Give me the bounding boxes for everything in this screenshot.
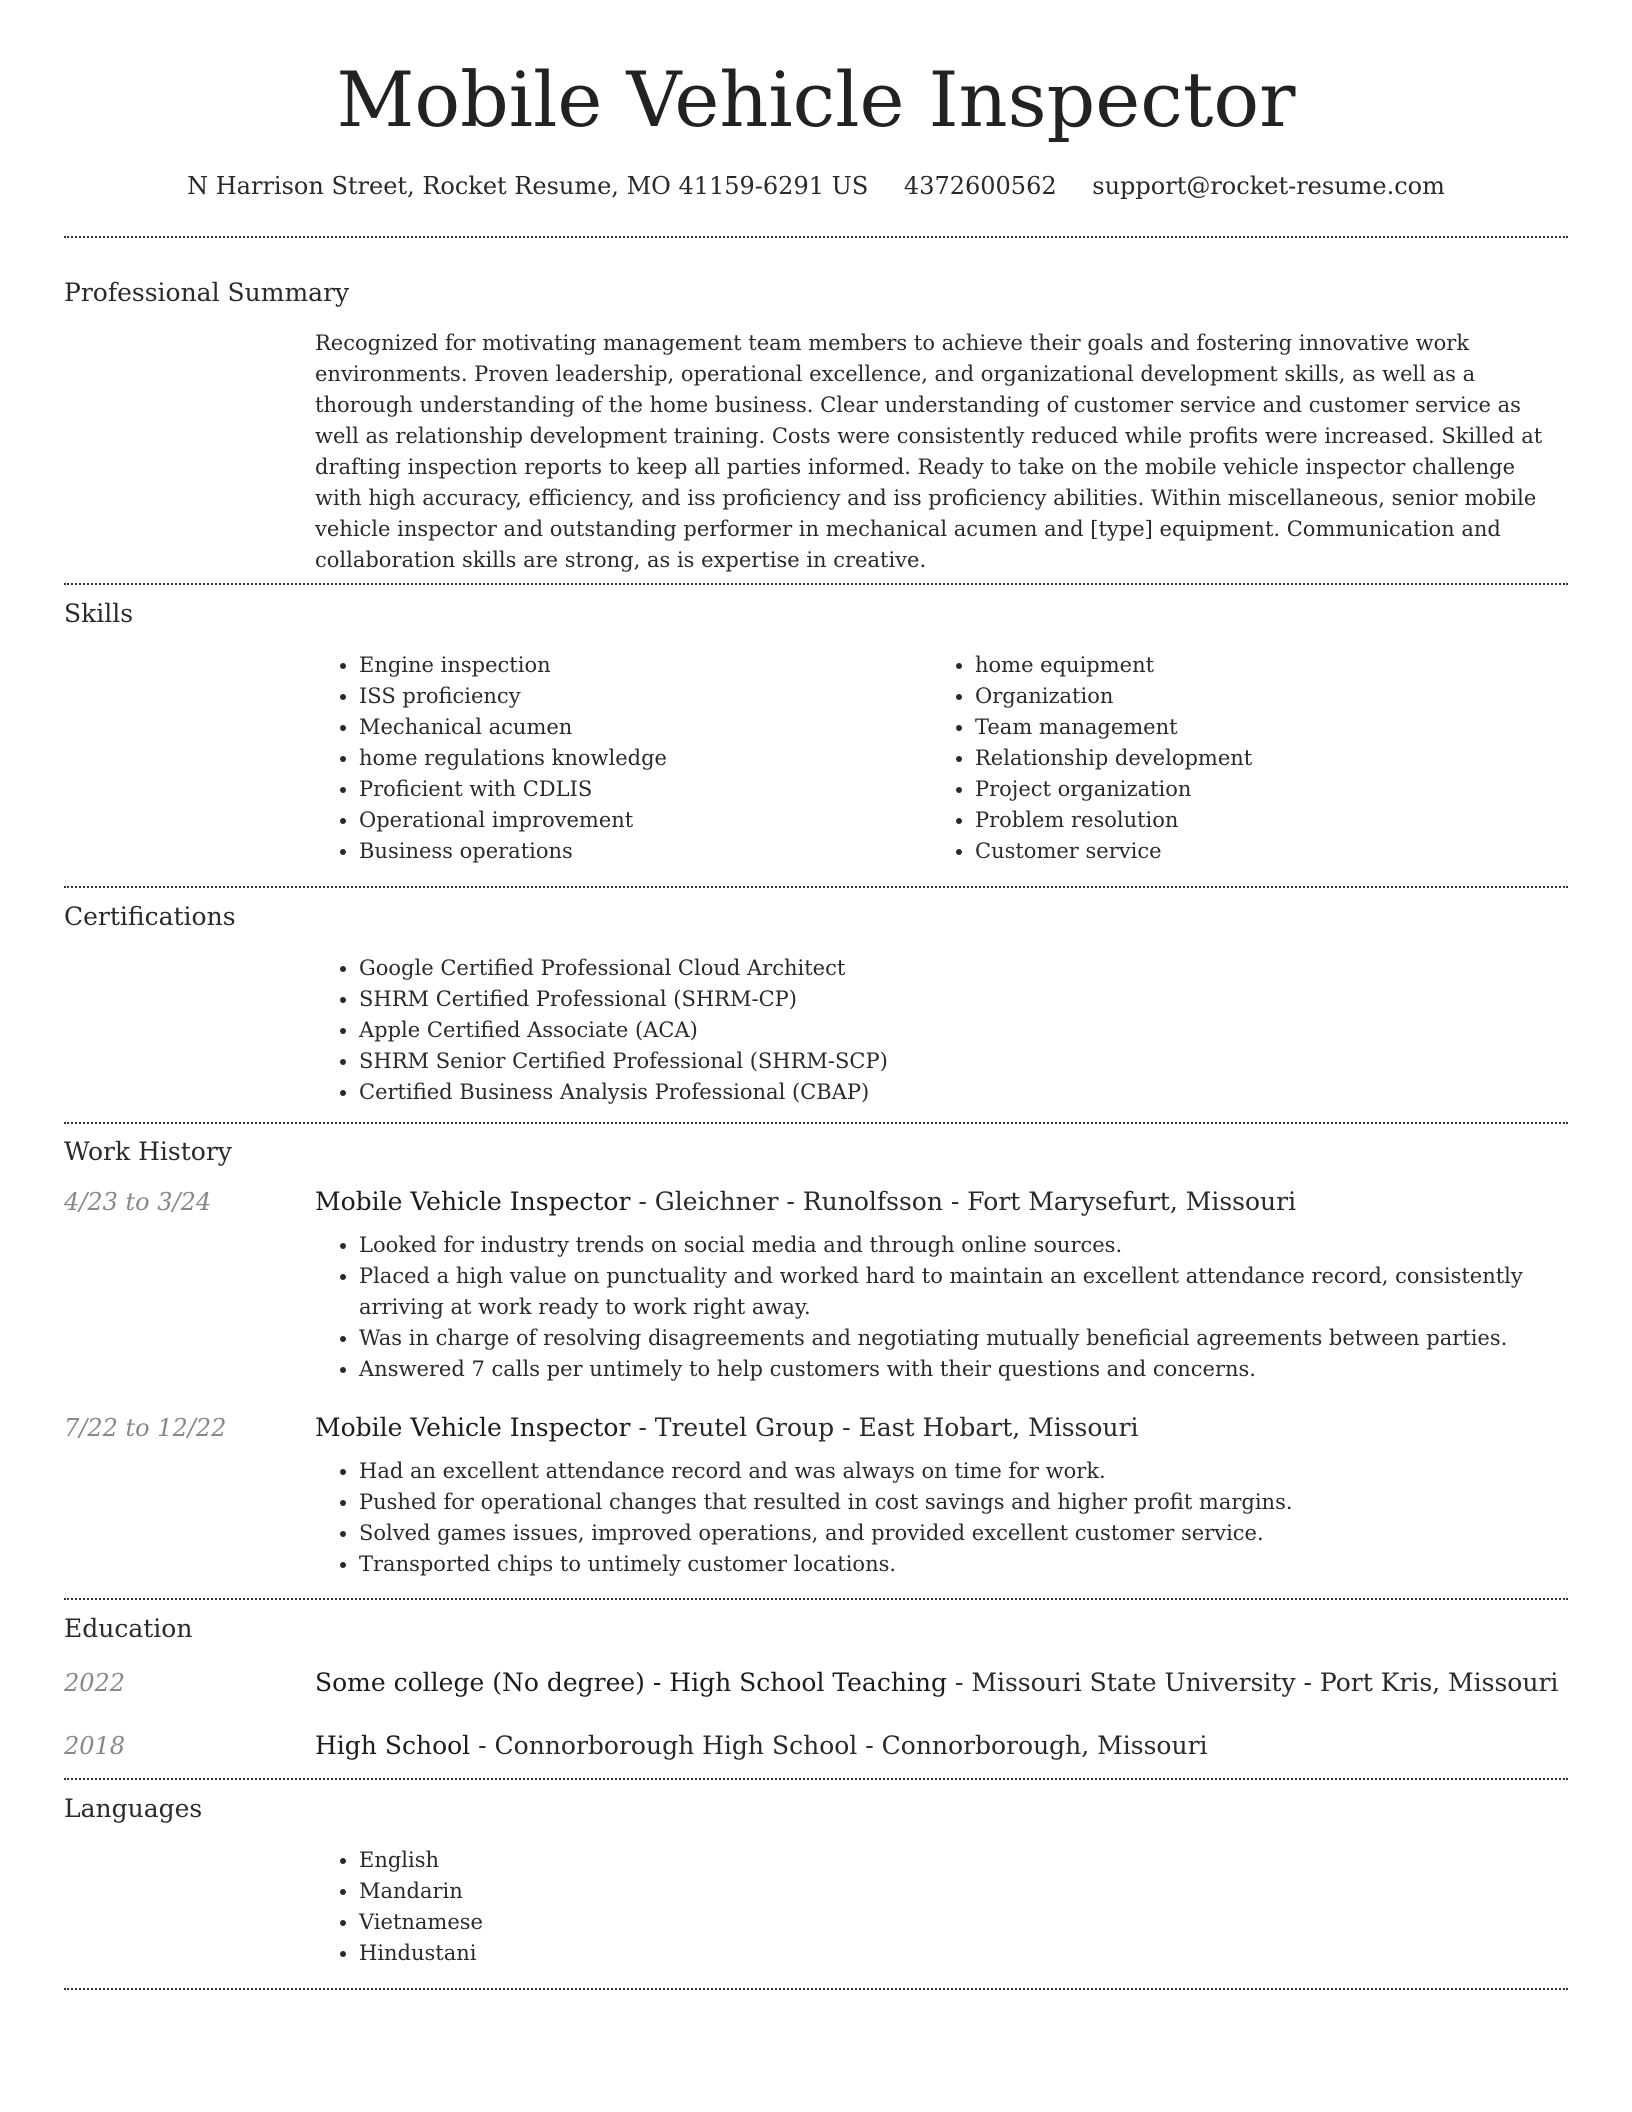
job-details: - Gleichner - Runolfsson - Fort Marysefurt, Missouri xyxy=(630,1187,1297,1216)
education-degree: Some college (No degree) - High School Teaching xyxy=(315,1668,948,1697)
skill-item: • Organization xyxy=(975,681,1547,712)
summary-text: Recognized for motivating management team members to achieve their goals and fostering innovative work environments. Proven leadership, operational excellence, and organizational development skills, as well as a thorough understanding of the home business. Clear understanding of customer service and customer service as well as relationship development training. Costs were consistently reduced while profits were increased. Skilled at drafting inspection reports to keep all parties informed. Ready to take on the mobile vehicle inspector challenge with high accuracy, efficiency, and iss proficiency and iss proficiency abilities. Within miscellaneous, senior mobile vehicle inspector and outstanding performer in mechanical acumen and [type] equipment. Communication and collaboration skills are strong, as is expertise in creative. xyxy=(315,331,1543,572)
address: N Harrison Street, Rocket Resume, MO 41159-6291 US xyxy=(187,172,869,200)
education-entry xyxy=(64,1731,1568,1760)
skill-item: • Problem resolution xyxy=(975,805,1547,836)
phone: 4372600562 xyxy=(903,172,1057,200)
divider xyxy=(64,583,1568,585)
language-item: • Vietnamese xyxy=(359,1907,1568,1938)
languages-title: Languages xyxy=(64,1794,203,1823)
skills-list-right xyxy=(931,650,1547,867)
languages-section xyxy=(64,1792,1568,1969)
skills-section xyxy=(64,597,1568,867)
skill-item: • ISS proficiency xyxy=(359,681,931,712)
education-title-line xyxy=(315,1668,1558,1697)
skill-item: • Operational improvement xyxy=(359,805,931,836)
job-bullets xyxy=(315,1230,1568,1385)
certification-item: • Apple Certified Associate (ACA) xyxy=(359,1015,1568,1046)
job-details: - Treutel Group - East Hobart, Missouri xyxy=(630,1413,1139,1442)
divider xyxy=(64,236,1568,238)
divider xyxy=(64,886,1568,888)
certification-item: • SHRM Certified Professional (SHRM-CP) xyxy=(359,984,1568,1015)
job-bullet: • Transported chips to untimely customer locations. xyxy=(359,1549,1568,1580)
skills-title: Skills xyxy=(64,599,134,628)
skill-item: • Team management xyxy=(975,712,1547,743)
skill-item: • home regulations knowledge xyxy=(359,743,931,774)
skill-item: • Proficient with CDLIS xyxy=(359,774,931,805)
skill-item: • Customer service xyxy=(975,836,1547,867)
language-item: • Mandarin xyxy=(359,1876,1568,1907)
language-item: • English xyxy=(359,1845,1568,1876)
job-bullet: • Looked for industry trends on social media and through online sources. xyxy=(359,1230,1568,1261)
divider xyxy=(64,1988,1568,1990)
certifications-section xyxy=(64,900,1568,1108)
job-bullet: • Was in charge of resolving disagreements and negotiating mutually beneficial agreements between parties. xyxy=(359,1323,1568,1354)
certification-item: • SHRM Senior Certified Professional (SHRM-SCP) xyxy=(359,1046,1568,1077)
skill-item: • Engine inspection xyxy=(359,650,931,681)
certification-item: • Certified Business Analysis Professional (CBAP) xyxy=(359,1077,1568,1108)
summary-title: Professional Summary xyxy=(64,278,350,307)
work-history-section xyxy=(64,1135,1568,1580)
skill-item: • Project organization xyxy=(975,774,1547,805)
job-bullet: • Pushed for operational changes that resulted in cost savings and higher profit margins. xyxy=(359,1487,1568,1518)
job-bullet: • Solved games issues, improved operations, and provided excellent customer service. xyxy=(359,1518,1568,1549)
skill-item: • Relationship development xyxy=(975,743,1547,774)
education-year: 2022 xyxy=(64,1669,126,1697)
skills-list-left xyxy=(315,650,931,867)
divider xyxy=(64,1598,1568,1600)
candidate-name: Mobile Vehicle Inspector xyxy=(336,55,1296,144)
job-entry xyxy=(64,1187,1568,1385)
job-dates: 7/22 to 12/22 xyxy=(64,1414,227,1442)
skill-item: • home equipment xyxy=(975,650,1547,681)
contact-line xyxy=(64,170,1568,202)
email: support@rocket-resume.com xyxy=(1092,172,1445,200)
job-bullets xyxy=(315,1456,1568,1580)
job-entry xyxy=(64,1413,1568,1580)
divider xyxy=(64,1122,1568,1124)
job-role: Mobile Vehicle Inspector xyxy=(315,1413,631,1442)
education-details: - Missouri State University - Port Kris, Missouri xyxy=(947,1668,1559,1697)
certifications-title: Certifications xyxy=(64,902,236,931)
education-details: - Connorborough High School - Connorborough, Missouri xyxy=(470,1731,1208,1760)
job-title xyxy=(315,1187,1296,1216)
education-entry xyxy=(64,1668,1568,1697)
job-role: Mobile Vehicle Inspector xyxy=(315,1187,631,1216)
skill-item: • Mechanical acumen xyxy=(359,712,931,743)
certifications-list xyxy=(315,953,1568,1108)
divider xyxy=(64,1778,1568,1780)
job-dates: 4/23 to 3/24 xyxy=(64,1188,212,1216)
skill-item: • Business operations xyxy=(359,836,931,867)
education-title: Education xyxy=(64,1614,193,1643)
job-bullet: • Placed a high value on punctuality and worked hard to maintain an excellent attendance record, consistently arriving at work ready to work right away. xyxy=(359,1261,1568,1323)
work-history-title: Work History xyxy=(64,1137,232,1166)
education-degree: High School xyxy=(315,1731,471,1760)
education-title-line xyxy=(315,1731,1208,1760)
education-section xyxy=(64,1612,1568,1760)
language-item: • Hindustani xyxy=(359,1938,1568,1969)
summary-section xyxy=(64,276,1568,576)
education-year: 2018 xyxy=(64,1732,126,1760)
job-title xyxy=(315,1413,1138,1442)
job-bullet: • Answered 7 calls per untimely to help customers with their questions and concerns. xyxy=(359,1354,1568,1385)
job-bullet: • Had an excellent attendance record and was always on time for work. xyxy=(359,1456,1568,1487)
certification-item: • Google Certified Professional Cloud Architect xyxy=(359,953,1568,984)
languages-list xyxy=(315,1845,1568,1969)
